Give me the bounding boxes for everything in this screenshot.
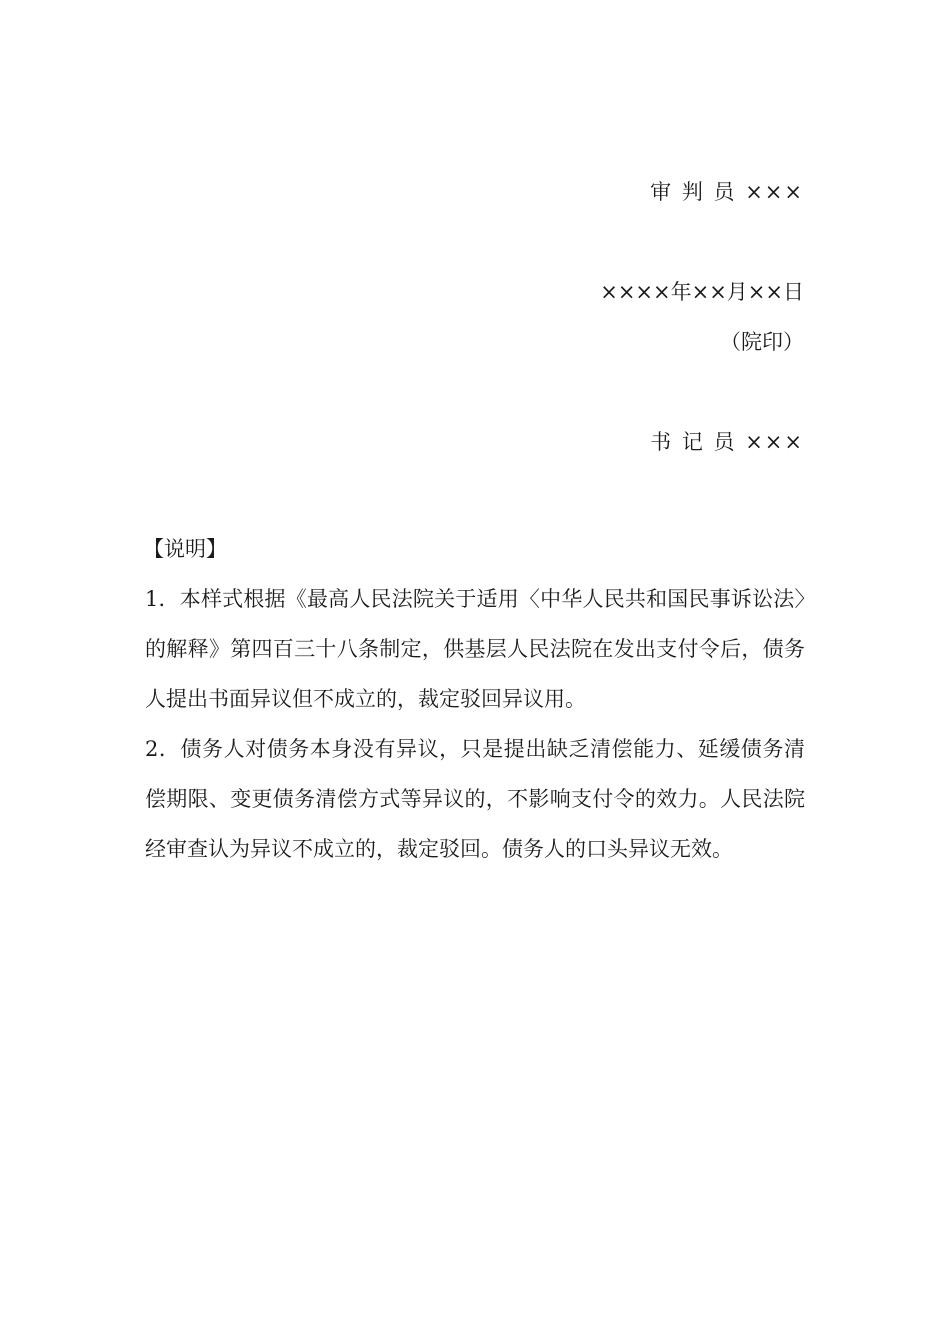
judge-signature: 审 判 员 ×××	[650, 180, 804, 204]
clerk-signature: 书 记 员 ×××	[650, 430, 804, 454]
explanation-item-1: 1．本样式根据《最高人民法院关于适用〈中华人民共和国民事诉讼法〉的解释》第四百三十八条制定，供基层人民法院在发出支付令后，债务人提出书面异议但不成立的，裁定驳回异议用。	[145, 587, 805, 711]
explanation-item-2: 2．债务人对债务本身没有异议，只是提出缺乏清偿能力、延缓债务清偿期限、变更债务清偿方式等异议的，不影响支付令的效力。人民法院经审查认为异议不成立的，裁定驳回。债务人的口头异议无效。	[145, 737, 805, 861]
explanation-title: 【说明】	[143, 537, 227, 561]
ruling-date: ××××年××月××日	[600, 280, 804, 304]
court-seal-note: （院印）	[720, 330, 804, 354]
explanation-section	[145, 524, 805, 874]
